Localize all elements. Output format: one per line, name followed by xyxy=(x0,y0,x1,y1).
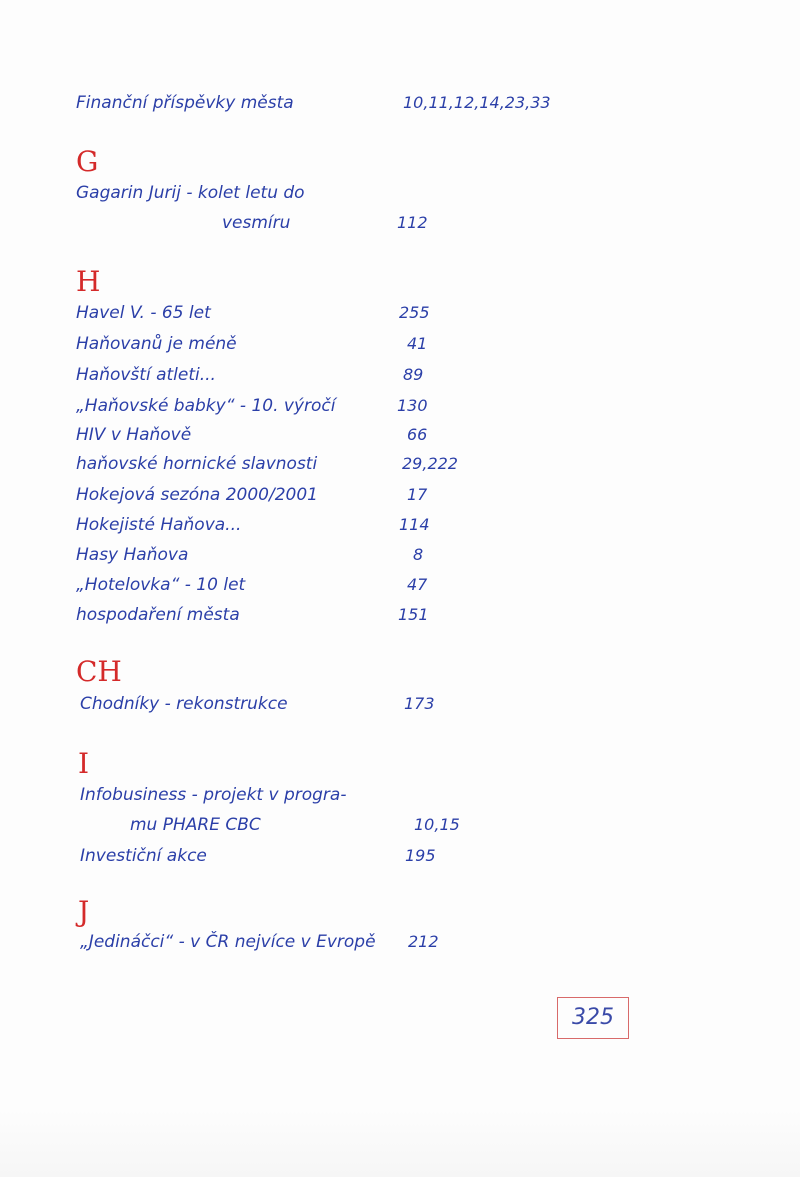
index-entry: Havel V. - 65 let xyxy=(76,303,211,323)
index-pages: 10,15 xyxy=(414,815,460,834)
section-letter-j: J xyxy=(78,895,90,928)
index-entry: Haňovští atleti... xyxy=(76,365,216,385)
section-letter-g: G xyxy=(76,145,99,178)
index-entry: Hokejová sezóna 2000/2001 xyxy=(76,485,318,505)
section-letter-h: H xyxy=(76,265,101,298)
index-entry: Gagarin Jurij - kolet letu do xyxy=(76,183,305,203)
index-pages: 114 xyxy=(399,515,430,534)
index-pages: 29,222 xyxy=(402,454,458,473)
index-entry: Hasy Haňova xyxy=(76,545,189,565)
index-pages: 17 xyxy=(407,485,428,504)
index-pages: 41 xyxy=(407,334,428,353)
index-entry: „Jedináčci“ - v ČR nejvíce v Evropě xyxy=(80,932,376,952)
index-entry: hospodaření města xyxy=(76,605,240,625)
index-pages: 47 xyxy=(407,575,428,594)
index-entry: „Haňovské babky“ - 10. výročí xyxy=(76,396,336,416)
section-letter-ch: CH xyxy=(76,655,122,688)
index-pages: 130 xyxy=(397,396,428,415)
index-entry: Hokejisté Haňova... xyxy=(76,515,242,535)
index-pages: 195 xyxy=(405,846,436,865)
index-pages: 255 xyxy=(399,303,430,322)
index-entry: Chodníky - rekonstrukce xyxy=(80,694,288,714)
index-pages: 66 xyxy=(407,425,428,444)
index-pages: 112 xyxy=(397,213,428,232)
index-entry: haňovské hornické slavnosti xyxy=(76,454,318,474)
index-pages: 173 xyxy=(404,694,435,713)
page-number-box: 325 xyxy=(557,997,629,1039)
index-entry: Infobusiness - projekt v progra- xyxy=(80,785,347,805)
index-entry: Finanční příspěvky města xyxy=(76,93,294,113)
scan-bottom-edge xyxy=(0,1110,800,1177)
index-pages: 10,11,12,14,23,33 xyxy=(403,93,551,112)
index-pages: 89 xyxy=(403,365,424,384)
index-entry: „Hotelovka“ - 10 let xyxy=(76,575,246,595)
index-entry-continuation: mu PHARE CBC xyxy=(130,815,261,835)
index-entry: Haňovanů je méně xyxy=(76,334,237,354)
index-pages: 151 xyxy=(398,605,429,624)
index-pages: 212 xyxy=(408,932,439,951)
index-entry: Investiční akce xyxy=(80,846,207,866)
index-entry: HIV v Haňově xyxy=(76,425,192,445)
index-pages: 8 xyxy=(413,545,424,564)
section-letter-i: I xyxy=(78,747,90,780)
index-entry-continuation: vesmíru xyxy=(222,213,291,233)
